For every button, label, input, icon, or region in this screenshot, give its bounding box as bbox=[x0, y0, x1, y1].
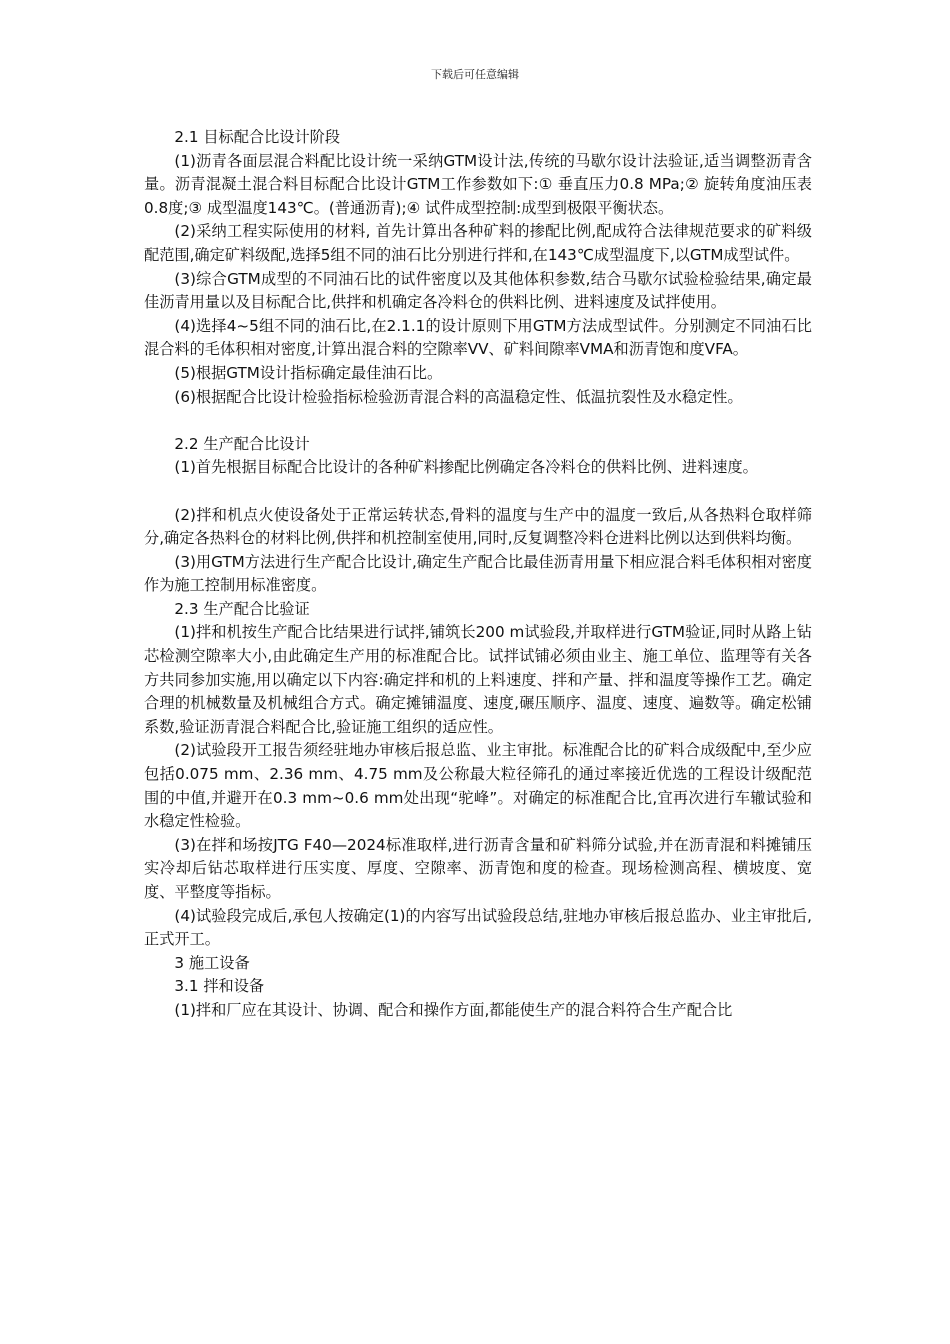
section-heading-2-3: 2.3 生产配合比验证 bbox=[174, 599, 310, 618]
section-heading-3: 3 施工设备 bbox=[174, 953, 250, 972]
section-heading-2-1: 2.1 目标配合比设计阶段 bbox=[174, 128, 341, 146]
paragraph: (6)根据配合比设计检验指标检验沥青混合料的高温稳定性、低温抗裂性及水稳定性。 bbox=[174, 387, 743, 406]
paragraph: (3)用GTM方法进行生产配合比设计,确定生产配合比最佳沥青用量下相应混合料毛体积相对密度作为施工控制用标准密度。 bbox=[144, 552, 812, 595]
paragraph: (3)综合GTM成型的不同油石比的试件密度以及其他体积参数,结合马歇尔试验检验结果,确定最佳沥青用量以及目标配合比,供拌和机确定各冷料仓的供料比例、进料速度及试拌使用。 bbox=[144, 269, 812, 312]
page-header: 下载后可任意编辑 bbox=[431, 68, 519, 81]
spacer bbox=[144, 409, 812, 433]
spacer bbox=[144, 480, 812, 504]
paragraph: (1)拌和机按生产配合比结果进行试拌,铺筑长200 m试验段,并取样进行GTM验证,同时从路上钻芯检测空隙率大小,由此确定生产用的标准配合比。试拌试铺必须由业主、施工单位、监理等有关各方共同参加实施,用以确定以下内容:确定拌和机的上料速度、拌和产量、拌和温度等操作工艺。确定合理的机械数量及机械组合方式。确定摊铺温度、速度,碾压顺序、温度、速度、遍数等。确定松铺系数,验证沥青混合料配合比,验证施工组织的适应性。 bbox=[144, 623, 812, 736]
paragraph: (2)采纳工程实际使用的材料, 首先计算出各种矿料的掺配比例,配成符合法律规范要求的矿料级配范围,确定矿料级配,选择5组不同的油石比分别进行拌和,在143℃成型温度下,以GTM成型试件。 bbox=[144, 222, 812, 264]
paragraph: (5)根据GTM设计指标确定最佳油石比。 bbox=[174, 363, 443, 382]
section-heading-3-1: 3.1 拌和设备 bbox=[174, 977, 265, 996]
document-body bbox=[144, 126, 812, 1023]
paragraph: (1)首先根据目标配合比设计的各种矿料掺配比例确定各冷料仓的供料比例、进料速度。 bbox=[174, 458, 758, 477]
section-heading-2-2: 2.2 生产配合比设计 bbox=[174, 434, 310, 453]
paragraph: (1)拌和厂应在其设计、协调、配合和操作方面,都能使生产的混合料符合生产配合比 bbox=[174, 1000, 733, 1019]
paragraph: (1)沥青各面层混合料配比设计统一采纳GTM设计法,传统的马歇尔设计法验证,适当调整沥青含量。沥青混凝土混合料目标配合比设计GTM工作参数如下:① 垂直压力0.8 MPa;② 旋转角度油压表0.8度;③ 成型温度143℃。(普通沥青);④ 试件成型控制:成型到极限平衡状态。 bbox=[144, 151, 812, 217]
paragraph: (3)在拌和场按JTG F40—2024标准取样,进行沥青含量和矿料筛分试验,并在沥青混和料摊铺压实冷却后钻芯取样进行压实度、厚度、空隙率、沥青饱和度的检查。现场检测高程、横坡度、宽度、平整度等指标。 bbox=[144, 835, 812, 901]
paragraph: (2)拌和机点火使设备处于正常运转状态,骨料的温度与生产中的温度一致后,从各热料仓取样筛分,确定各热料仓的材料比例,供拌和机控制室使用,同时,反复调整冷料仓进料比例以达到供料均衡。 bbox=[144, 505, 812, 548]
paragraph: (2)试验段开工报告须经驻地办审核后报总监、业主审批。标准配合比的矿料合成级配中,至少应包括0.075 mm、2.36 mm、4.75 mm及公称最大粒径筛孔的通过率接近优选的工程设计级配范围的中值,并避开在0.3 mm~0.6 mm处出现“驼峰”。对确定的标准配合比,宜再次进行车辙试验和水稳定性检验。 bbox=[144, 741, 812, 831]
paragraph: (4)选择4~5组不同的油石比,在2.1.1的设计原则下用GTM方法成型试件。分别测定不同油石比混合料的毛体积相对密度,计算出混合料的空隙率VV、矿料间隙率VMA和沥青饱和度VFA。 bbox=[144, 316, 812, 359]
paragraph: (4)试验段完成后,承包人按确定(1)的内容写出试验段总结,驻地办审核后报总监办、业主审批后,正式开工。 bbox=[144, 906, 812, 949]
